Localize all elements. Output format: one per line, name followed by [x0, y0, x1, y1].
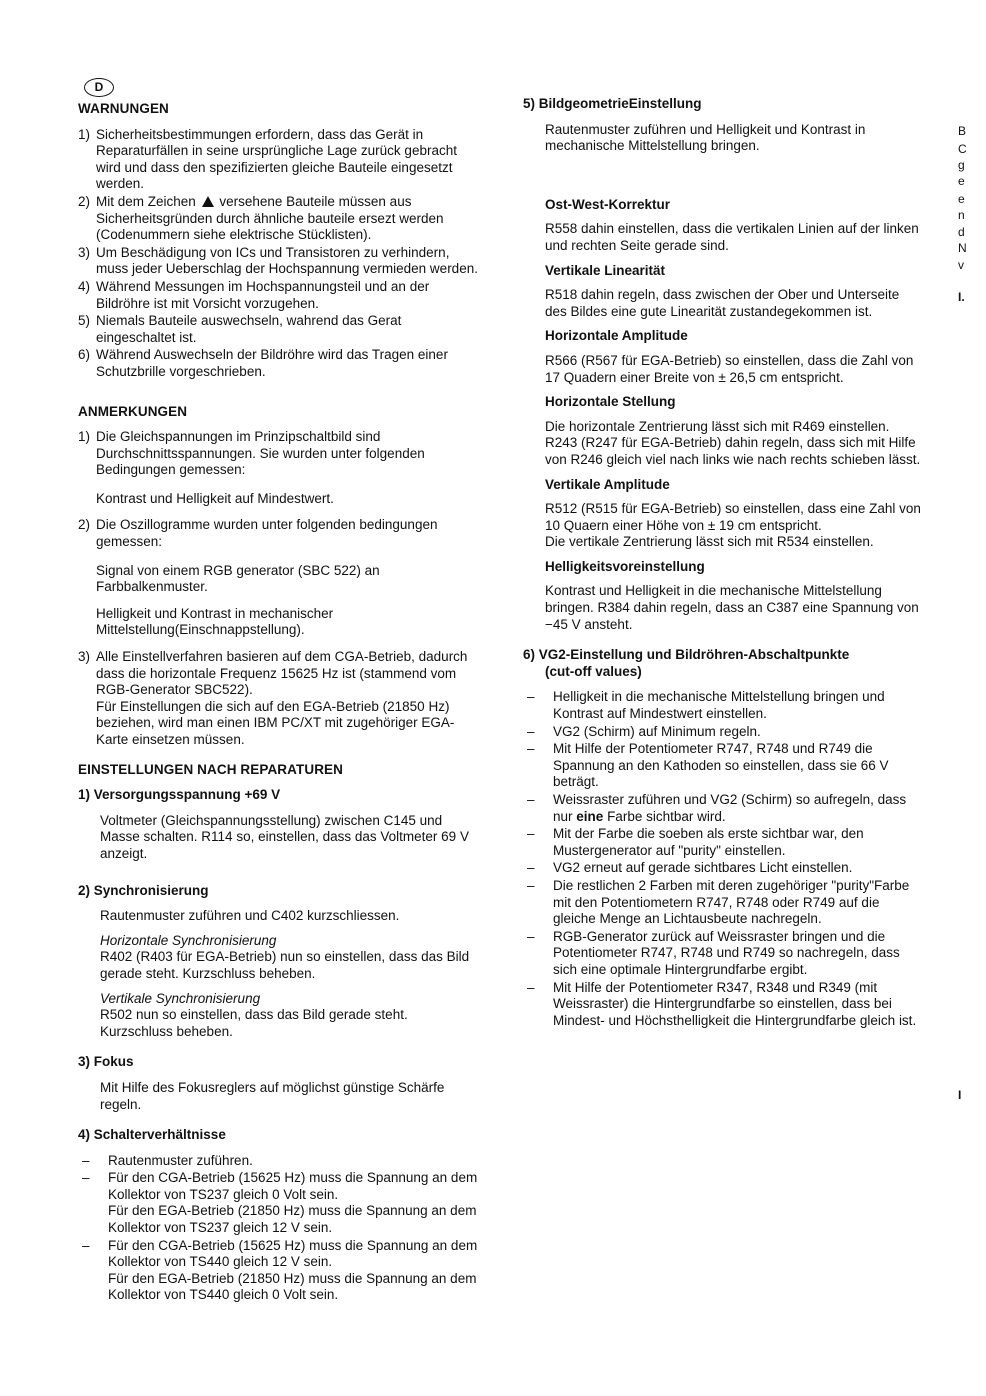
horizontale-amplitude-title: Horizontale Amplitude — [545, 328, 688, 344]
section-4-list — [78, 1153, 478, 1304]
edge-letter: e — [958, 192, 965, 206]
list-item: – Weissraster zuführen und VG2 (Schirm) so aufregeln, dass nur eine Farbe sichtbar wird. — [527, 792, 907, 824]
section-1-title: 1) Versorgungsspannung +69 V — [78, 787, 281, 803]
list-item: – Für den CGA-Betrieb (15625 Hz) muss die Spannung an dem Kollektor von TS440 gleich 12 V sein. Für den EGA-Betrieb (21850 Hz) muss die Spannung an dem Kollektor von TS440 gleich 0 Volt sein. — [82, 1237, 478, 1303]
warnungen-list — [78, 127, 478, 381]
helligkeitsvoreinstellung-title: Helligkeitsvoreinstellung — [545, 558, 705, 574]
list-item: – Die restlichen 2 Farben mit deren zugehöriger "purity"Farbe mit den Potentiometern R747, R748 oder R749 auf die gleiche Menge an Lichtausbeute nachregeln. — [527, 877, 910, 927]
list-item: – Helligkeit in die mechanische Mittelstellung bringen und Kontrast auf Mindestwert einstellen. — [527, 689, 885, 722]
list-item: – VG2 (Schirm) auf Minimum regeln. — [527, 723, 761, 739]
helligkeitsvoreinstellung-text: Kontrast und Helligkeit in die mechanische Mittelstellung bringen. R384 dahin regeln, dass an C387 eine Spannung von −45 V ansteht. — [545, 583, 919, 632]
edge-letter: N — [958, 241, 967, 255]
vertikale-amplitude-text: R512 (R515 für EGA-Betrieb) so einstellen, dass eine Zahl von 10 Quaern einer Höhe von ± 19 cm entspricht. — [545, 501, 921, 533]
h-sync-text: R402 (R403 für EGA-Betrieb) nun so einstellen, dass das Bild gerade steht. Kurzschluss beheben. — [100, 949, 470, 981]
section-1-text: Voltmeter (Gleichspannungsstellung) zwischen C145 und Masse schalten. R114 so, einstellen, dass das Voltmeter 69 V anzeigt. — [100, 812, 469, 861]
ost-west-title: Ost-West-Korrektur — [545, 196, 671, 212]
anmerkungen-list — [78, 429, 478, 749]
list-item: 2) Mit dem Zeichen versehene Bauteile müssen aus Sicherheitsgründen durch ähnliche bauteile ersezt werden (Codenummern siehe elektrische Stücklisten). — [78, 193, 444, 243]
section-4-title: 4) Schalterverhältnisse — [78, 1127, 226, 1143]
list-item: 5) Niemals Bauteile auswechseln, wahrend das Gerat eingeschaltet ist. — [78, 313, 402, 345]
edge-letter: I — [958, 1088, 962, 1102]
section-3-text: Mit Hilfe des Fokusreglers auf möglichst günstige Schärfe regeln. — [100, 1079, 445, 1112]
horizontale-stellung-title: Horizontale Stellung — [545, 394, 676, 410]
section-6-title: 6) VG2-Einstellung und Bildröhren-Abschaltpunkte — [523, 647, 850, 663]
list-item: 1) Sicherheitsbestimmungen erfordern, dass das Gerät in Reparaturfällen in seine ursprüngliche Lage zurück gebracht wird und dass den spezifizierten gleiche Bauteile eingesetzt werden. — [78, 126, 457, 192]
list-item: 6) Während Auswechseln der Bildröhre wird das Tragen einer Schutzbrille vorgeschrieben. — [78, 347, 448, 379]
section-6-subtitle: (cut-off values) — [545, 663, 642, 679]
warnungen-title: WARNUNGEN — [78, 101, 169, 116]
warning-triangle-icon — [202, 196, 214, 207]
vertikale-linearitaet-text: R518 dahin regeln, dass zwischen der Ober und Unterseite des Bildes eine gute Linearität zustandegekommen ist. — [545, 287, 900, 319]
edge-letter: B — [958, 124, 967, 138]
list-item: – Mit Hilfe der Potentiometer R747, R748 und R749 die Spannung an den Kathoden so einstellen, dass sie 66 V beträgt. — [527, 741, 889, 790]
section-2-text: Rautenmuster zuführen und C402 kurzschliessen. — [100, 908, 400, 924]
list-item: 2) Die Oszillogramme wurden unter folgenden bedingungen gemessen: Signal von einem RGB generator (SBC 522) an Farbbalkenmuster. Helligkeit und Kontrast in mechanischer Mittelstellung(Einschnappstellung). — [78, 517, 438, 638]
list-item: – RGB-Generator zurück auf Weissraster bringen und die Potentiometer R747, R748 und R749 so nachregeln, dass sich eine optimale Hintergrundfarbe ergibt. — [527, 928, 900, 977]
edge-letter: C — [958, 142, 967, 156]
list-item: – Rautenmuster zuführen. — [82, 1152, 253, 1168]
v-sync-subtitle: Vertikale Synchronisierung — [100, 990, 261, 1006]
edge-letter: v — [958, 258, 964, 272]
vertikale-zentrierung-text: Die vertikale Zentrierung lässt sich mit R534 einstellen. — [545, 534, 874, 550]
section-6-list — [523, 689, 923, 1029]
list-item: 3) Alle Einstellverfahren basieren auf dem CGA-Betrieb, dadurch dass die horizontale Frequenz 15625 Hz ist (stammend vom RGB-Generator SBC522). Für Einstellungen die sich auf den EGA-Betrieb (21850 Hz) beziehen, wird man einen IBM PC/XT mit zugehöriger EGA-Karte einsetzen müssen. — [78, 649, 468, 747]
h-sync-subtitle: Horizontale Synchronisierung — [100, 932, 277, 948]
list-item: 3) Um Beschädigung von ICs und Transistoren zu verhindern, muss jeder Ueberschlag der Hochspannung vermieden werden. — [78, 244, 478, 277]
list-item: 1) Die Gleichspannungen im Prinzipschaltbild sind Durchschnittsspannungen. Sie wurden unter folgenden Bedingungen gemessen: Kontrast und Helligkeit auf Mindestwert. — [78, 429, 425, 506]
einstellungen-title: EINSTELLUNGEN NACH REPARATUREN — [78, 761, 344, 777]
section-5-title: 5) BildgeometrieEinstellung — [523, 96, 702, 111]
section-2-title: 2) Synchronisierung — [78, 882, 209, 898]
edge-letter: g — [958, 158, 965, 172]
left-column — [78, 78, 478, 1305]
anmerkungen-title: ANMERKUNGEN — [78, 403, 188, 419]
ost-west-text: R558 dahin einstellen, dass die vertikalen Linien auf der linken und rechten Seite gerade sind. — [545, 221, 919, 253]
edge-letter: I. — [958, 290, 965, 304]
list-item: – VG2 erneut auf gerade sichtbares Licht einstellen. — [527, 860, 853, 876]
vertikale-amplitude-title: Vertikale Amplitude — [545, 476, 670, 492]
edge-letter: n — [958, 208, 965, 222]
horizontale-stellung-text: Die horizontale Zentrierung lässt sich mit R469 einstellen. R243 (R247 für EGA-Betrieb) dahin regeln, dass sich mit Hilfe von R246 gleich viel nach links wie nach rechts schieben lässt. — [545, 418, 921, 467]
list-item: – Mit Hilfe der Potentiometer R347, R348 und R349 (mit Weissraster) die Hintergrundfarbe so einstellen, dass bei Mindest- und Höchsthelligkeit die Hintergrundfarbe gleich ist. — [527, 979, 917, 1028]
vertikale-linearitaet-title: Vertikale Linearität — [545, 262, 666, 278]
section-3-title: 3) Fokus — [78, 1054, 134, 1070]
horizontale-amplitude-text: R566 (R567 für EGA-Betrieb) so einstellen, dass die Zahl von 17 Quadern einer Breite von ± 26,5 cm entspricht. — [545, 352, 914, 385]
v-sync-text: R502 nun so einstellen, dass das Bild gerade steht. Kurzschluss beheben. — [100, 1007, 408, 1039]
list-item: – Mit der Farbe die soeben als erste sichtbar war, den Mustergenerator auf "purity" einstellen. — [527, 826, 864, 858]
right-column — [523, 96, 923, 1030]
edge-letter: d — [958, 225, 965, 239]
section-5-text: Rautenmuster zuführen und Helligkeit und Kontrast in mechanische Mittelstellung bringen. — [545, 121, 866, 154]
list-item: – Für den CGA-Betrieb (15625 Hz) muss die Spannung an dem Kollektor von TS237 gleich 0 Volt sein. Für den EGA-Betrieb (21850 Hz) muss die Spannung an dem Kollektor von TS237 gleich 12 V sein. — [82, 1170, 478, 1236]
edge-letter: e — [958, 174, 965, 188]
list-item: 4) Während Messungen im Hochspannungsteil und an der Bildröhre ist mit Vorsicht vorzugehen. — [78, 278, 430, 311]
language-badge: D — [84, 78, 114, 97]
